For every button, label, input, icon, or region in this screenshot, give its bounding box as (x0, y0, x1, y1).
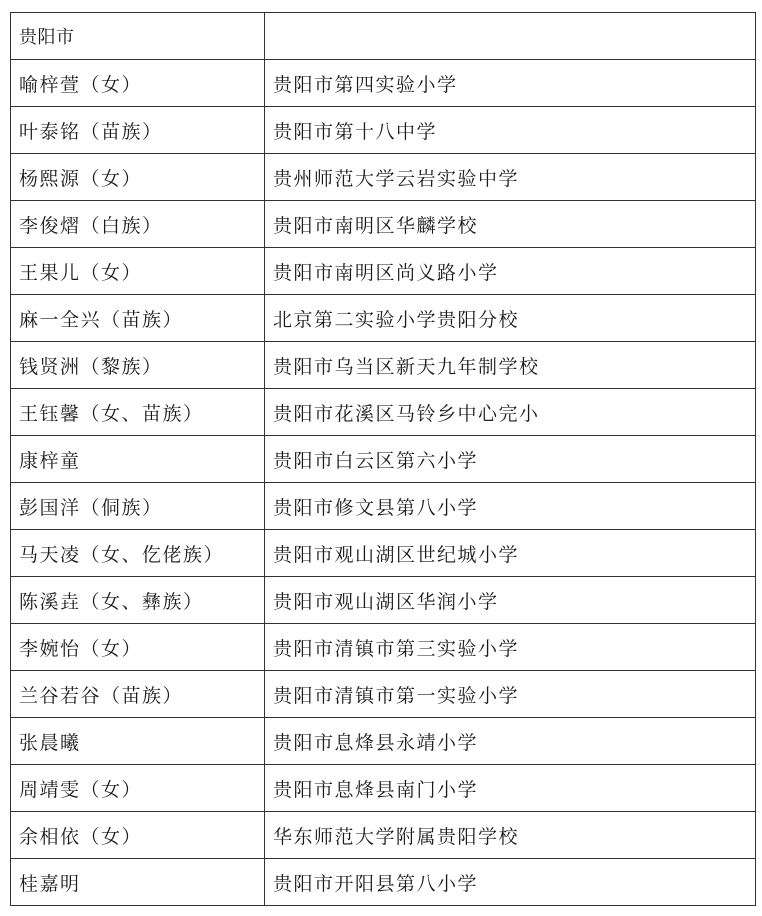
school-name-cell: 贵阳市开阳县第八小学 (265, 859, 756, 906)
empty-header-cell (265, 13, 756, 60)
student-school-table (10, 12, 756, 906)
school-name-cell: 贵阳市清镇市第一实验小学 (265, 671, 756, 718)
table-row (11, 107, 756, 154)
student-name-cell: 李俊熠（白族） (11, 201, 265, 248)
student-name-cell: 李婉怡（女） (11, 624, 265, 671)
student-name-cell: 张晨曦 (11, 718, 265, 765)
table-row (11, 295, 756, 342)
table-row (11, 530, 756, 577)
table-row (11, 577, 756, 624)
student-name-cell: 钱贤洲（黎族） (11, 342, 265, 389)
school-name-cell: 贵阳市观山湖区世纪城小学 (265, 530, 756, 577)
table-row (11, 60, 756, 107)
student-name-cell: 兰谷若谷（苗族） (11, 671, 265, 718)
school-name-cell: 贵阳市花溪区马铃乡中心完小 (265, 389, 756, 436)
table-row (11, 342, 756, 389)
school-name-cell: 贵阳市息烽县永靖小学 (265, 718, 756, 765)
table-row (11, 812, 756, 859)
school-name-cell: 贵阳市南明区尚义路小学 (265, 248, 756, 295)
school-name-cell: 贵阳市白云区第六小学 (265, 436, 756, 483)
school-name-cell: 贵阳市修文县第八小学 (265, 483, 756, 530)
table-body (11, 13, 756, 906)
table-row (11, 718, 756, 765)
student-name-cell: 杨熙源（女） (11, 154, 265, 201)
student-name-cell: 余相依（女） (11, 812, 265, 859)
school-name-cell: 贵州师范大学云岩实验中学 (265, 154, 756, 201)
table-row (11, 201, 756, 248)
table-row (11, 624, 756, 671)
school-name-cell: 贵阳市第四实验小学 (265, 60, 756, 107)
student-name-cell: 周靖雯（女） (11, 765, 265, 812)
city-header-cell: 贵阳市 (11, 13, 265, 60)
school-name-cell: 北京第二实验小学贵阳分校 (265, 295, 756, 342)
student-name-cell: 王果儿（女） (11, 248, 265, 295)
student-name-cell: 马天凌（女、仡佬族） (11, 530, 265, 577)
student-name-cell: 彭国洋（侗族） (11, 483, 265, 530)
student-name-cell: 喻梓萱（女） (11, 60, 265, 107)
school-name-cell: 贵阳市第十八中学 (265, 107, 756, 154)
school-name-cell: 华东师范大学附属贵阳学校 (265, 812, 756, 859)
table-row (11, 765, 756, 812)
student-name-cell: 王钰馨（女、苗族） (11, 389, 265, 436)
student-name-cell: 麻一全兴（苗族） (11, 295, 265, 342)
table-row (11, 671, 756, 718)
student-name-cell: 叶泰铭（苗族） (11, 107, 265, 154)
table-row (11, 483, 756, 530)
school-name-cell: 贵阳市清镇市第三实验小学 (265, 624, 756, 671)
school-name-cell: 贵阳市南明区华麟学校 (265, 201, 756, 248)
table-row (11, 389, 756, 436)
student-name-cell: 桂嘉明 (11, 859, 265, 906)
school-name-cell: 贵阳市观山湖区华润小学 (265, 577, 756, 624)
table-row (11, 436, 756, 483)
table-row (11, 248, 756, 295)
table-row (11, 859, 756, 906)
table-row (11, 154, 756, 201)
student-name-cell: 康梓童 (11, 436, 265, 483)
school-name-cell: 贵阳市息烽县南门小学 (265, 765, 756, 812)
student-name-cell: 陈溪垚（女、彝族） (11, 577, 265, 624)
school-name-cell: 贵阳市乌当区新天九年制学校 (265, 342, 756, 389)
table-header-row (11, 13, 756, 60)
